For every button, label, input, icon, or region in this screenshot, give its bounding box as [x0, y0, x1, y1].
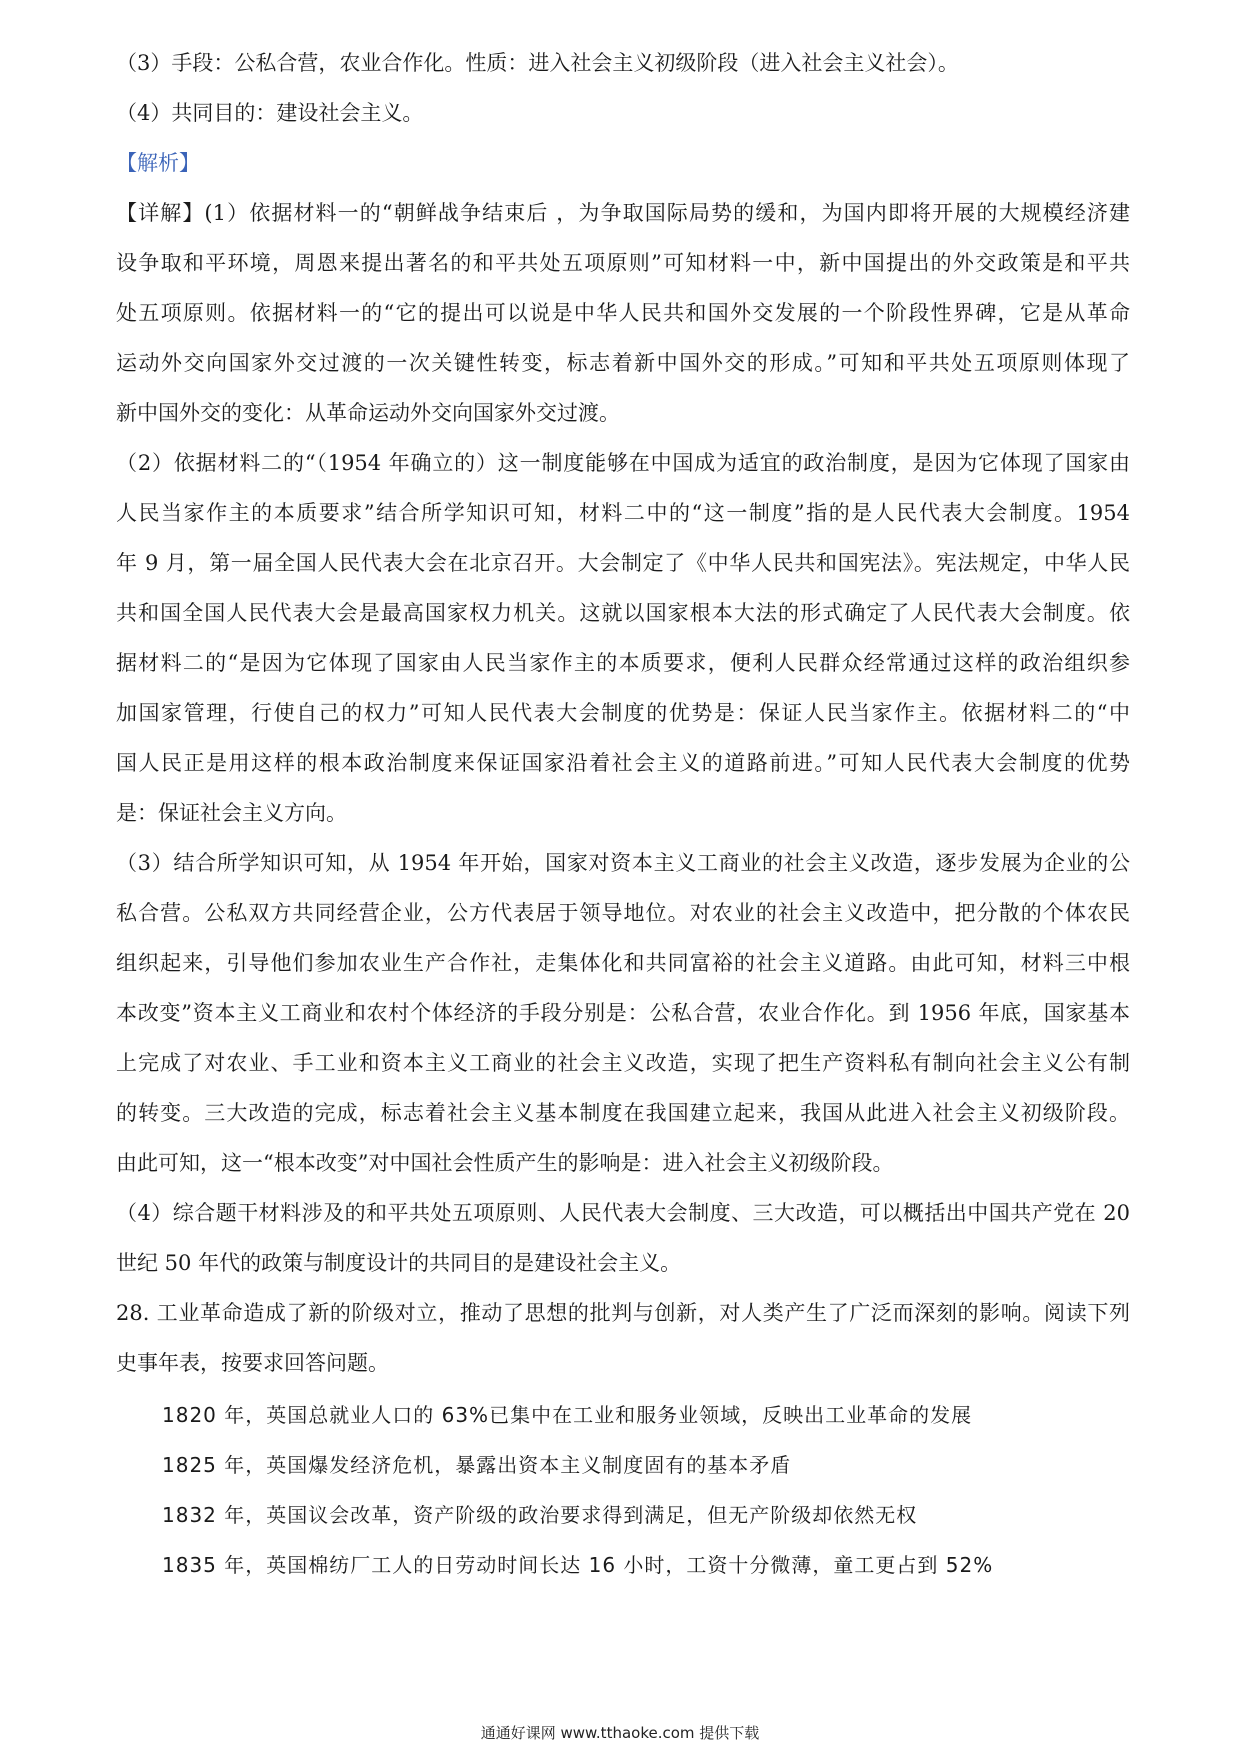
- detail-paragraph-2: [116, 438, 1130, 838]
- text-line: （2）依据材料二的“（1954 年确立的）这一制度能够在中国成为适宜的政治制度，是因为它体现了国家由: [116, 451, 1130, 475]
- text-line: 处五项原则。依据材料一的“它的提出可以说是中华人民共和国外交发展的一个阶段性界碑，它是从革命: [116, 301, 1130, 325]
- answer-item-3: （3）手段：公私合营，农业合作化。性质：进入社会主义初级阶段（进入社会主义社会）。: [116, 51, 959, 75]
- question-text-line: 28. 工业革命造成了新的阶级对立，推动了思想的批判与创新，对人类产生了广泛而深刻的影响。阅读下列: [116, 1301, 1130, 1325]
- text-line: 据材料二的“是因为它体现了国家由人民当家作主的本质要求，便利人民群众经常通过这样的政治组织参: [116, 651, 1130, 675]
- question-28: [116, 1288, 1130, 1388]
- text-line: 共和国全国人民代表大会是最高国家权力机关。这就以国家根本大法的形式确定了人民代表大会制度。依: [116, 601, 1130, 625]
- timeline-item: 1820 年，英国总就业人口的 63%已集中在工业和服务业领域，反映出工业革命的发展: [162, 1403, 973, 1427]
- text-line: 年 9 月，第一届全国人民代表大会在北京召开。大会制定了《中华人民共和国宪法》。宪法规定，中华人民: [116, 551, 1130, 575]
- timeline-item: 1825 年，英国爆发经济危机，暴露出资本主义制度固有的基本矛盾: [162, 1453, 792, 1477]
- timeline-item: 1832 年，英国议会改革，资产阶级的政治要求得到满足，但无产阶级却依然无权: [162, 1503, 918, 1527]
- text-line: 设争取和平环境，周恩来提出著名的和平共处五项原则”可知材料一中，新中国提出的外交政策是和平共: [116, 251, 1130, 275]
- text-line: 加国家管理，行使自己的权力”可知人民代表大会制度的优势是：保证人民当家作主。依据材料二的“中: [116, 701, 1130, 725]
- text-line: 新中国外交的变化：从革命运动外交向国家外交过渡。: [116, 401, 620, 425]
- text-line: 私合营。公私双方共同经营企业，公方代表居于领导地位。对农业的社会主义改造中，把分散的个体农民: [116, 901, 1130, 925]
- answer-item-4: （4）共同目的：建设社会主义。: [116, 101, 424, 125]
- text-line: 的转变。三大改造的完成，标志着社会主义基本制度在我国建立起来，我国从此进入社会主义初级阶段。: [116, 1101, 1130, 1125]
- question-text-line: 史事年表，按要求回答问题。: [116, 1351, 389, 1375]
- text-line: 上完成了对农业、手工业和资本主义工商业的社会主义改造，实现了把生产资料私有制向社会主义公有制: [116, 1051, 1130, 1075]
- text-line: 世纪 50 年代的政策与制度设计的共同目的是建设社会主义。: [116, 1251, 682, 1275]
- text-line: 运动外交向国家外交过渡的一次关键性转变，标志着新中国外交的形成。”可知和平共处五项原则体现了: [116, 351, 1130, 375]
- text-line: 【详解】(1）依据材料一的“朝鲜战争结束后 ，为争取国际局势的缓和，为国内即将开展的大规模经济建: [116, 201, 1130, 225]
- text-line: 本改变”资本主义工商业和农村个体经济的手段分别是：公私合营，农业合作化。到 1956 年底，国家基本: [116, 1001, 1130, 1025]
- text-line: 由此可知，这一“根本改变”对中国社会性质产生的影响是：进入社会主义初级阶段。: [116, 1151, 894, 1175]
- document-body: [116, 38, 1130, 1590]
- text-line: 国人民正是用这样的根本政治制度来保证国家沿着社会主义的道路前进。”可知人民代表大会制度的优势: [116, 751, 1130, 775]
- analysis-label: 【解析】: [116, 151, 200, 175]
- detail-paragraph-4: [116, 1188, 1130, 1288]
- detail-paragraph-3: [116, 838, 1130, 1188]
- page-footer: 通通好课网 www.tthaoke.com 提供下载: [480, 1724, 760, 1742]
- text-line: 人民当家作主的本质要求”结合所学知识可知，材料二中的“这一制度”指的是人民代表大会制度。1954: [116, 501, 1130, 525]
- detail-paragraph-1: [116, 188, 1130, 438]
- text-line: 是：保证社会主义方向。: [116, 801, 347, 825]
- text-line: （4）综合题干材料涉及的和平共处五项原则、人民代表大会制度、三大改造，可以概括出中国共产党在 20: [116, 1201, 1130, 1225]
- history-timeline: [162, 1390, 1130, 1590]
- text-line: （3）结合所学知识可知，从 1954 年开始，国家对资本主义工商业的社会主义改造，逐步发展为企业的公: [116, 851, 1130, 875]
- text-line: 组织起来，引导他们参加农业生产合作社，走集体化和共同富裕的社会主义道路。由此可知，材料三中根: [116, 951, 1130, 975]
- timeline-item: 1835 年，英国棉纺厂工人的日劳动时间长达 16 小时，工资十分微薄，童工更占到 52%: [162, 1553, 994, 1577]
